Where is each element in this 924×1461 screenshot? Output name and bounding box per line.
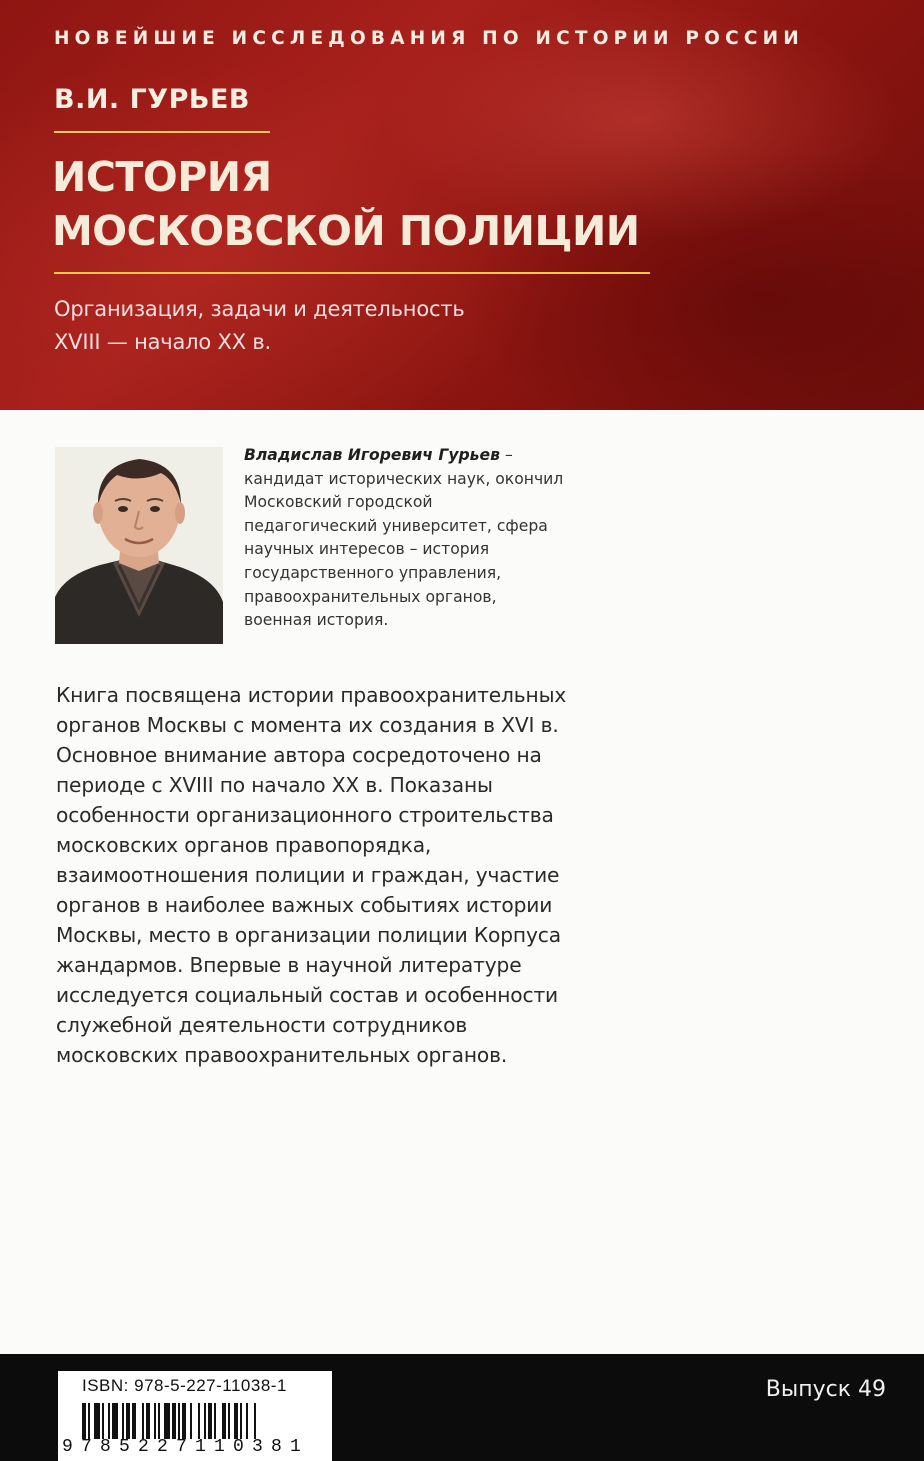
subtitle-line-1: Организация, задачи и деятельность — [54, 297, 465, 321]
book-title — [52, 150, 640, 258]
description-line: особенности организационного строительства — [56, 803, 554, 827]
book-subtitle — [54, 293, 465, 359]
barcode-bar — [234, 1403, 238, 1439]
description-line: служебной деятельности сотрудников — [56, 1013, 468, 1037]
barcode-bar — [214, 1403, 216, 1439]
barcode-bar — [158, 1403, 160, 1439]
barcode-bar — [246, 1403, 248, 1439]
barcode-bar — [172, 1403, 176, 1439]
barcode-bar — [190, 1403, 192, 1439]
barcode-bar — [204, 1403, 206, 1439]
description-line: московских органов правопорядка, — [56, 833, 432, 857]
author-bio — [244, 444, 624, 633]
author-photo — [55, 447, 223, 644]
author-divider — [54, 131, 270, 133]
description-line: органов в наиболее важных событиях истории — [56, 893, 553, 917]
barcode-bar — [126, 1403, 130, 1439]
bio-line: научных интересов – история — [244, 540, 490, 559]
barcode-bar — [182, 1403, 186, 1439]
barcode-bar — [240, 1403, 242, 1439]
bio-line: Московский городской — [244, 493, 433, 512]
series-title: НОВЕЙШИЕ ИССЛЕДОВАНИЯ ПО ИСТОРИИ РОССИИ — [54, 28, 804, 49]
barcode-digits: 9785227110381 — [62, 1437, 310, 1457]
barcode-bar — [228, 1403, 230, 1439]
author-portrait-icon — [55, 447, 223, 644]
bio-line: педагогический университет, сфера — [244, 516, 548, 535]
bio-line-0 — [244, 444, 624, 468]
barcode-bar — [102, 1403, 104, 1439]
barcode-bar — [154, 1403, 156, 1439]
description-line: периоде с XVIII по начало XX в. Показаны — [56, 773, 493, 797]
book-title-line-1: ИСТОРИЯ — [52, 153, 272, 201]
bio-line: государственного управления, — [244, 563, 502, 582]
description-line: взаимоотношения полиции и граждан, участие — [56, 863, 560, 887]
isbn-block — [58, 1371, 332, 1461]
barcode-bar — [108, 1403, 110, 1439]
title-divider — [54, 272, 650, 274]
cover-top-band — [0, 0, 924, 410]
barcode-bar — [132, 1403, 136, 1439]
description-line: жандармов. Впервые в научной литературе — [56, 953, 522, 977]
barcode-icon — [82, 1403, 318, 1439]
barcode-bar — [142, 1403, 144, 1439]
description-line: Москвы, место в организации полиции Корпуса — [56, 923, 561, 947]
barcode-bar — [146, 1403, 150, 1439]
barcode-bar — [164, 1403, 170, 1439]
bio-author-name: Владислав Игоревич Гурьев — [244, 446, 500, 464]
barcode-bar — [122, 1403, 124, 1439]
book-title-line-2: МОСКОВСКОЙ ПОЛИЦИИ — [52, 207, 640, 255]
barcode-bar — [208, 1403, 212, 1439]
barcode-bar — [198, 1403, 200, 1439]
barcode-bar — [112, 1403, 118, 1439]
description-line: Основное внимание автора сосредоточено на — [56, 743, 542, 767]
barcode-bar — [88, 1403, 90, 1439]
description-line: московских правоохранительных органов. — [56, 1043, 508, 1067]
barcode-bar — [254, 1403, 256, 1439]
subtitle-line-2: XVIII — начало XX в. — [54, 330, 272, 354]
description-line: исследуется социальный состав и особенности — [56, 983, 559, 1007]
description-line: Книга посвящена истории правоохранительных — [56, 683, 567, 707]
barcode-bar — [222, 1403, 226, 1439]
bio-line: кандидат исторических наук, окончил — [244, 469, 564, 488]
description-line: органов Москвы с момента их создания в XVI в. — [56, 713, 559, 737]
book-description — [56, 680, 626, 1070]
isbn-number: ISBN: 978-5-227-11038-1 — [82, 1376, 287, 1395]
barcode-bar — [94, 1403, 100, 1439]
author-name: В.И. ГУРЬЕВ — [54, 84, 251, 115]
bio-line: военная история. — [244, 611, 389, 630]
bio-line: правоохранительных органов, — [244, 587, 497, 606]
issue-number: Выпуск 49 — [765, 1377, 886, 1402]
barcode-bar — [178, 1403, 180, 1439]
barcode-bar — [82, 1403, 86, 1439]
bio-dash: – — [499, 446, 513, 464]
